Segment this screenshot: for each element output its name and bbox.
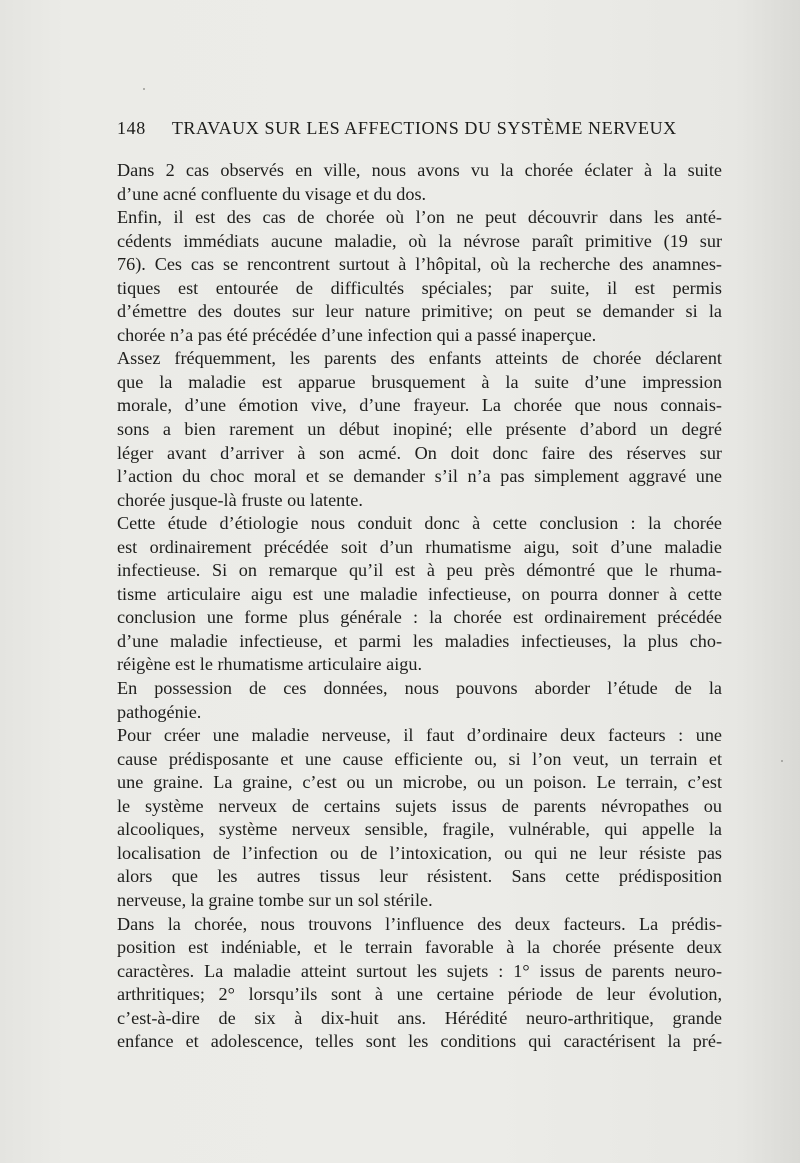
text-line: léger avant d’arriver à son acmé. On doit donc faire des réserves sur [117, 442, 722, 463]
text-line: sons a bien rarement un début inopiné; elle présente d’abord un degré [117, 419, 722, 440]
page-number: 148 [117, 118, 146, 138]
text-line: infectieuse. Si on remarque qu’il est à peu près démontré que le rhuma- [117, 560, 722, 581]
text-line: que la maladie est apparue brusquement à la suite d’une impression [117, 371, 722, 392]
text-line: réigène est le rhumatisme articulaire aigu. [117, 654, 423, 675]
text-line: l’action du choc moral et se demander s’il n’a pas simplement aggravé une [117, 466, 722, 487]
text-line: c’est-à-dire de six à dix-huit ans. Hérédité neuro-arthritique, grande [117, 1007, 722, 1028]
text-line: chorée jusque-là fruste ou latente. [117, 489, 363, 510]
text-line: d’une maladie infectieuse, et parmi les maladies infectieuses, la plus cho- [117, 630, 722, 651]
text-line: enfance et adolescence, telles sont les conditions qui caractérisent la pré- [117, 1031, 722, 1052]
text-line: cause prédisposante et une cause efficiente ou, si l’on veut, un terrain et [117, 748, 722, 769]
text-line: Enfin, il est des cas de chorée où l’on ne peut découvrir dans les anté- [117, 207, 722, 228]
text-line: Dans la chorée, nous trouvons l’influence des deux facteurs. La prédis- [117, 913, 722, 934]
text-line: arthritiques; 2° lorsqu’ils sont à une certaine période de leur évolution, [117, 984, 722, 1005]
text-line: En possession de ces données, nous pouvons aborder l’étude de la [117, 678, 722, 699]
text-line: localisation de l’infection ou de l’intoxication, ou qui ne leur résiste pas [117, 842, 722, 863]
text-line: tiques est entourée de difficultés spéciales; par suite, il est permis [117, 277, 722, 298]
paper-speck [781, 760, 783, 762]
text-line: nerveuse, la graine tombe sur un sol stérile. [117, 889, 433, 910]
text-line: est ordinairement précédée soit d’un rhumatisme aigu, soit d’une maladie [117, 536, 722, 557]
text-line: conclusion une forme plus générale : la chorée est ordinairement précédée [117, 607, 722, 628]
text-line: le système nerveux de certains sujets issus de parents névropathes ou [117, 795, 722, 816]
text-line: Cette étude d’étiologie nous conduit donc à cette conclusion : la chorée [117, 513, 722, 534]
paper-speck [143, 88, 145, 90]
text-line: alcooliques, système nerveux sensible, fragile, vulnérable, qui appelle la [117, 819, 722, 840]
text-line: position est indéniable, et le terrain favorable à la chorée présente deux [117, 937, 722, 958]
body-text [117, 159, 722, 1054]
text-line: d’une acné confluente du visage et du dos. [117, 183, 427, 204]
text-line: Dans 2 cas observés en ville, nous avons vu la chorée éclater à la suite [117, 160, 722, 180]
text-line: tisme articulaire aigu est une maladie infectieuse, on pourra donner à cette [117, 583, 722, 604]
text-line: caractères. La maladie atteint surtout les sujets : 1° issus de parents neuro- [117, 960, 722, 981]
text-line: cédents immédiats aucune maladie, où la névrose paraît primitive (19 sur [117, 230, 722, 251]
text-line: alors que les autres tissus leur résistent. Sans cette prédisposition [117, 866, 722, 887]
text-line: Assez fréquemment, les parents des enfants atteints de chorée déclarent [117, 348, 722, 369]
text-line: Pour créer une maladie nerveuse, il faut d’ordinaire deux facteurs : une [117, 725, 722, 746]
text-line: morale, d’une émotion vive, d’une frayeur. La chorée que nous connais- [117, 395, 722, 416]
text-line: 76). Ces cas se rencontrent surtout à l’hôpital, où la recherche des anamnes- [117, 254, 722, 275]
text-line: une graine. La graine, c’est ou un microbe, ou un poison. Le terrain, c’est [117, 772, 722, 793]
running-title: TRAVAUX SUR LES AFFECTIONS DU SYSTÈME NERVEUX [171, 118, 677, 138]
running-header [117, 118, 677, 139]
text-line: d’émettre des doutes sur leur nature primitive; on peut se demander si la [117, 301, 722, 322]
text-line: pathogénie. [117, 701, 202, 722]
text-line: chorée n’a pas été précédée d’une infection qui a passé inaperçue. [117, 324, 597, 345]
